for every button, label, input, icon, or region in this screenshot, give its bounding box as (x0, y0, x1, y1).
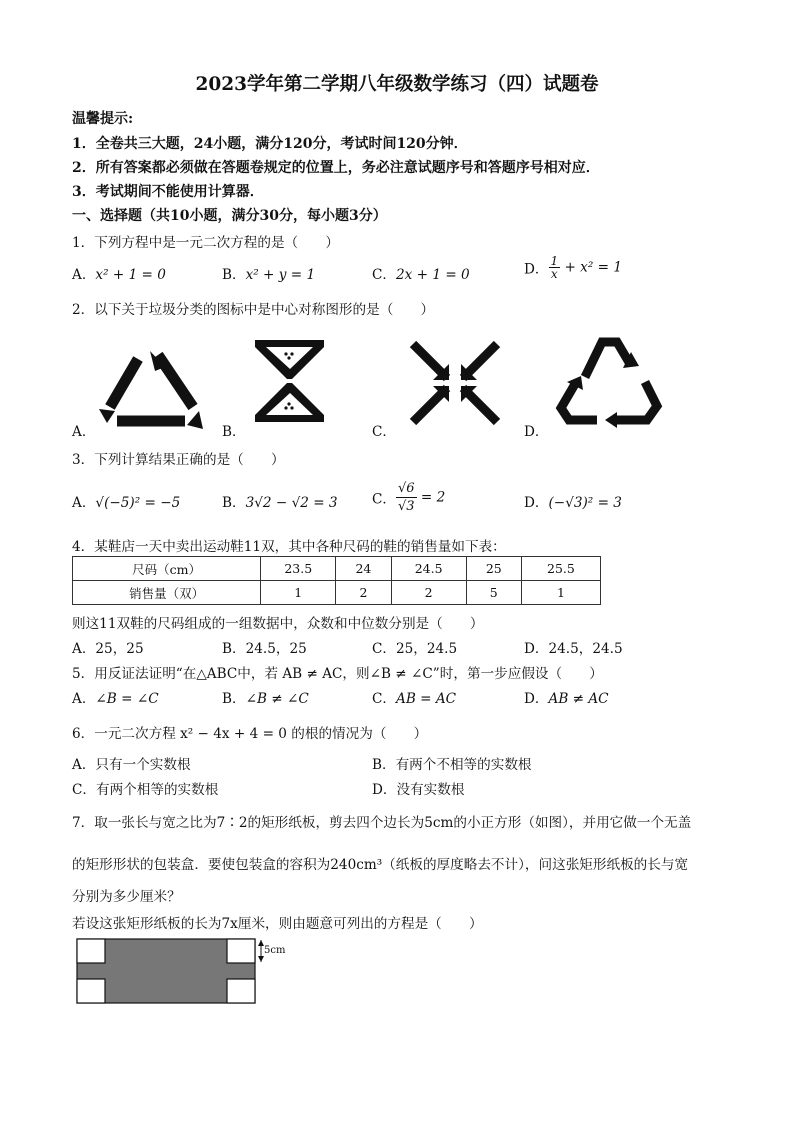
question-1-stem: 1．下列方程中是一元二次方程的是（ ） (72, 235, 339, 251)
q6-option-c: C．有两个相等的实数根 (72, 782, 219, 798)
table-row (73, 581, 601, 605)
q3-option-d: D．(−√3)² = 3 (524, 495, 622, 511)
q1-option-d: D． $\frac{1}{x}$ + x² = 1 (524, 254, 622, 281)
q6-option-d: D．没有实数根 (372, 782, 465, 798)
question-4-stem: 4．某鞋店一天中卖出运动鞋11双，其中各种尺码的鞋的销售量如下表： (72, 539, 506, 555)
q5-option-c: C．AB = AC (372, 691, 457, 707)
question-7-line: 若设这张矩形纸板的长为7x厘米，则由题意可列出的方程是（ ） (72, 916, 483, 932)
q4-option-c: C．25，24.5 (372, 641, 458, 657)
shoe-sales-table (72, 556, 601, 605)
recycle-arrows-icon-d (555, 332, 663, 430)
table-header-cell: 销售量（双） (73, 581, 261, 605)
q6-option-b: B．有两个不相等的实数根 (372, 757, 532, 773)
q4-option-a: A．25，25 (72, 641, 144, 657)
q1-option-a: A．x² + 1 = 0 (72, 267, 166, 283)
table-cell: 23.5 (261, 557, 336, 581)
question-6-stem: 6．一元二次方程 x² − 4x + 4 = 0 的根的情况为（ ） (72, 726, 428, 742)
q3-option-c: C． $\frac{√6}{√3}$ = 2 (372, 481, 446, 514)
cardboard-diagram (76, 938, 291, 1006)
q5-option-d: D．AB ≠ AC (524, 691, 609, 707)
notice-item: 2．所有答案都必须做在答题卷规定的位置上，务必注意试题序号和答题序号相对应． (72, 160, 600, 176)
table-cell: 1 (261, 581, 336, 605)
page-title: 2023学年第二学期八年级数学练习（四）试题卷 (195, 74, 599, 95)
arrows-cross-icon-c (405, 338, 505, 428)
q2-option-b: B． (222, 424, 246, 440)
notice-heading: 温馨提示: (72, 111, 134, 127)
dimension-label: 5cm (264, 945, 286, 956)
q4-option-d: D．24.5，24.5 (524, 641, 623, 657)
question-7-line: 的矩形形状的包装盒．要使包装盒的容积为240cm³（纸板的厚度略去不计），问这张矩形纸板的长与宽 (72, 857, 689, 873)
q1-option-c: C．2x + 1 = 0 (372, 267, 470, 283)
table-cell: 5 (466, 581, 521, 605)
q1-option-b: B．x² + y = 1 (222, 267, 316, 283)
table-cell: 24.5 (391, 557, 466, 581)
question-5-stem: 5．用反证法证明“在△ABC中，若 AB ≠ AC，则∠B ≠ ∠C”时，第一步应假设（ ） (72, 666, 603, 682)
question-7-line: 7．取一张长与宽之比为7∶2的矩形纸板，剪去四个边长为5cm的小正方形（如图），并用它做一个无盖 (72, 815, 692, 831)
q5-option-a: A．∠B = ∠C (72, 691, 159, 707)
q5-option-b: B．∠B ≠ ∠C (222, 691, 309, 707)
hourglass-icon-b (252, 335, 327, 427)
table-header-cell: 尺码（cm） (73, 557, 261, 581)
recycle-triangle-icon-a (95, 345, 210, 430)
question-4-followup: 则这11双鞋的尺码组成的一组数据中，众数和中位数分别是（ ） (72, 616, 484, 632)
q4-option-b: B．24.5，25 (222, 641, 307, 657)
table-row (73, 557, 601, 581)
table-cell: 2 (336, 581, 391, 605)
section-heading: 一、选择题（共10小题，满分30分，每小题3分） (72, 208, 387, 224)
q2-option-d: D． (524, 424, 549, 440)
q3-option-b: B．3√2 − √2 = 3 (222, 495, 338, 511)
table-cell: 1 (521, 581, 600, 605)
question-3-stem: 3．下列计算结果正确的是（ ） (72, 452, 285, 468)
notice-item: 1．全卷共三大题，24小题，满分120分，考试时间120分钟． (72, 136, 468, 152)
q2-option-a: A． (72, 424, 96, 440)
table-cell: 24 (336, 557, 391, 581)
table-cell: 25.5 (521, 557, 600, 581)
q6-option-a: A．只有一个实数根 (72, 757, 191, 773)
question-7-line: 分别为多少厘米？ (72, 889, 181, 905)
table-cell: 2 (391, 581, 466, 605)
notice-item: 3．考试期间不能使用计算器． (72, 184, 264, 200)
q3-option-a: A．√(−5)² = −5 (72, 495, 181, 511)
table-cell: 25 (466, 557, 521, 581)
q2-option-c: C． (372, 424, 396, 440)
question-2-stem: 2．以下关于垃圾分类的图标中是中心对称图形的是（ ） (72, 302, 435, 318)
